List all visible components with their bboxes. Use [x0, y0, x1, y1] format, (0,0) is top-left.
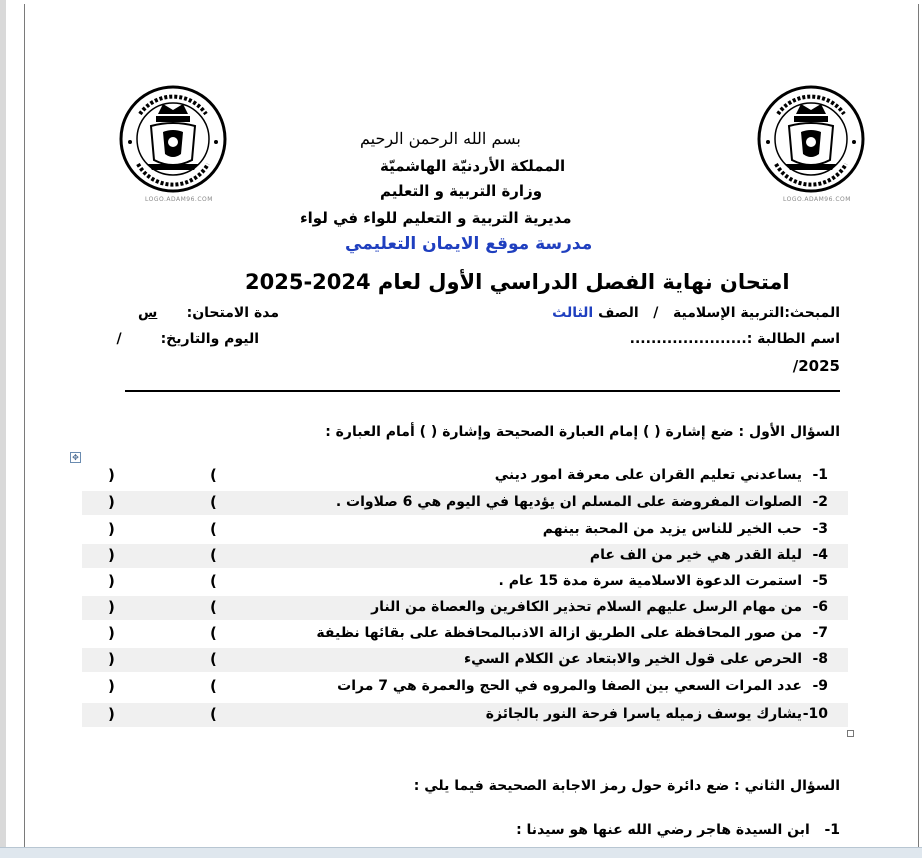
- student-label: اسم الطالبة :: [746, 331, 840, 347]
- ministry-heading: وزارة التربية و التعليم: [380, 182, 543, 200]
- directorate-heading: مديرية التربية و التعليم للواء في لواء: [300, 209, 572, 227]
- answer-box[interactable]: [122, 572, 202, 592]
- answer-box[interactable]: [122, 624, 202, 644]
- grade-value: الثالث: [552, 305, 594, 321]
- q1-title: السؤال الأول : ضع إشارة ( ) إمام العبارة الصحيحة وإشارة ( ) أمام العبارة :: [325, 424, 840, 440]
- q1-row: [82, 544, 848, 568]
- answer-box-left-paren: (: [210, 520, 217, 538]
- answer-box[interactable]: [122, 677, 202, 697]
- duration-line: [138, 305, 279, 321]
- header-divider: [125, 390, 840, 392]
- q1-row: [82, 570, 848, 594]
- q1-item-text: الصلوات المفروضة على المسلم ان يؤديها في اليوم هي 6 صلاوات .: [335, 494, 802, 510]
- answer-box[interactable]: [122, 598, 202, 618]
- school-name: مدرسة موقع الايمان التعليمي: [345, 234, 593, 254]
- q1-item-text: يساعدني تعليم القران على معرفة امور ديني: [494, 467, 802, 483]
- grade-label: الصف: [598, 305, 639, 321]
- q2-item-1-text: ابن السيدة هاجر رضي الله عنها هو سيدنا :: [516, 822, 810, 838]
- answer-box-open-paren: ): [108, 677, 115, 695]
- q1-item-text: عدد المرات السعي بين الصفا والمروه في الحج والعمرة هي 7 مرات: [337, 678, 802, 694]
- q1-item-text: استمرت الدعوة الاسلامية سرة مدة 15 عام .: [498, 573, 802, 589]
- student-value: ......................: [629, 331, 747, 347]
- answer-box[interactable]: [122, 466, 202, 486]
- q1-item-number: -6: [812, 599, 828, 615]
- answer-box-open-paren: ): [108, 572, 115, 590]
- student-line: [630, 331, 840, 347]
- q1-row: [82, 464, 848, 488]
- q1-item-number: -8: [812, 651, 828, 667]
- q1-item-text: حب الخير للناس يزيد من المحبة بينهم: [542, 521, 802, 537]
- q1-item-text: يشارك يوسف زميله ياسرا فرحة النور بالجائزة: [485, 706, 802, 722]
- answer-box-left-paren: (: [210, 493, 217, 511]
- date-value: /: [116, 331, 122, 347]
- answer-box-left-paren: (: [210, 705, 217, 723]
- subject-label: المبحث:: [784, 305, 840, 321]
- answer-box-open-paren: ): [108, 624, 115, 642]
- q1-item-number: -9: [812, 678, 828, 694]
- date-line: [116, 331, 259, 347]
- q2-item-1-number: -1: [824, 822, 840, 838]
- answer-box-open-paren: ): [108, 705, 115, 723]
- table-move-handle-icon[interactable]: ✥: [70, 452, 81, 463]
- answer-box[interactable]: [122, 650, 202, 670]
- subject-line: [552, 305, 840, 321]
- q1-row: [82, 703, 848, 727]
- q1-item-number: -10: [802, 706, 828, 722]
- duration-label: مدة الامتحان:: [186, 305, 279, 321]
- answer-box-open-paren: ): [108, 650, 115, 668]
- q1-row: [82, 675, 848, 699]
- seal-caption-right: LOGO.ADAM96.COM: [783, 196, 851, 203]
- answer-box[interactable]: [122, 493, 202, 513]
- answer-box-left-paren: (: [210, 598, 217, 616]
- q1-item-number: -3: [812, 521, 828, 537]
- q1-row: [82, 622, 848, 646]
- basmala: بسم الله الرحمن الرحيم: [360, 129, 521, 148]
- duration-value: س: [138, 305, 158, 321]
- answer-box-open-paren: ): [108, 493, 115, 511]
- q1-item-number: -7: [812, 625, 828, 641]
- q2-title: السؤال الثاني : ضع دائرة حول رمز الاجابة الصحيحة فيما يلي :: [413, 778, 840, 794]
- answer-box-left-paren: (: [210, 546, 217, 564]
- q1-item-text: من صور المحافظة على الطريق ازالة الاذىبالمحافظة على بقائها نظيفة: [316, 625, 802, 641]
- slash: /: [653, 305, 659, 321]
- table-resize-handle[interactable]: [847, 730, 854, 737]
- q1-item-number: -4: [812, 547, 828, 563]
- subject-value: التربية الإسلامية: [673, 305, 785, 321]
- answer-box-open-paren: ): [108, 598, 115, 616]
- q1-item-number: -5: [812, 573, 828, 589]
- window-bottom-bar: [0, 847, 922, 858]
- q1-item-number: -1: [812, 467, 828, 483]
- answer-box-open-paren: ): [108, 546, 115, 564]
- date-label: اليوم والتاريخ:: [160, 331, 259, 347]
- answer-box-left-paren: (: [210, 466, 217, 484]
- answer-box[interactable]: [122, 520, 202, 540]
- ministry-seal-left-icon: [118, 84, 228, 194]
- ministry-seal-right-icon: [756, 84, 866, 194]
- q1-row: [82, 596, 848, 620]
- answer-box[interactable]: [122, 546, 202, 566]
- answer-box-left-paren: (: [210, 650, 217, 668]
- q1-item-text: الحرص على قول الخير والابتعاد عن الكلام السيء: [463, 651, 802, 667]
- answer-box-left-paren: (: [210, 624, 217, 642]
- answer-box-left-paren: (: [210, 677, 217, 695]
- answer-box-open-paren: ): [108, 466, 115, 484]
- seal-caption-left: LOGO.ADAM96.COM: [145, 196, 213, 203]
- q1-row: [82, 648, 848, 672]
- q2-item-1: [516, 822, 840, 838]
- answer-box[interactable]: [122, 705, 202, 725]
- year-line: 2025/: [792, 357, 840, 375]
- window-left-edge: [0, 0, 6, 857]
- q1-item-text: من مهام الرسل عليهم السلام تحذير الكافرين والعصاة من النار: [371, 599, 802, 615]
- exam-title: امتحان نهاية الفصل الدراسي الأول لعام 2024-2025: [245, 270, 790, 294]
- q1-item-number: -2: [812, 494, 828, 510]
- kingdom-heading: المملكة الأردنيّة الهاشميّة: [380, 157, 566, 175]
- q1-row: [82, 491, 848, 515]
- answer-box-left-paren: (: [210, 572, 217, 590]
- q1-item-text: ليلة القدر هي خير من الف عام: [589, 547, 802, 563]
- answer-box-open-paren: ): [108, 520, 115, 538]
- q1-row: [82, 518, 848, 542]
